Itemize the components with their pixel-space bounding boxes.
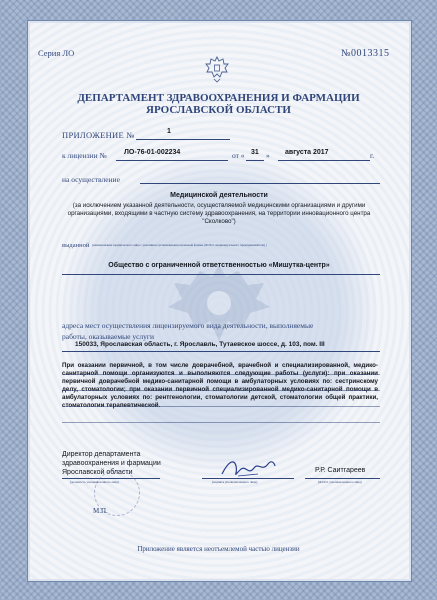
services-line-1 (62, 374, 380, 375)
signatory-name: Р.Р. Саитгареев (315, 467, 366, 474)
footer-note: Приложение является неотъемлемой частью лицензии (137, 545, 300, 553)
license-day: 31 (251, 149, 259, 156)
license-number-line (116, 160, 228, 161)
russian-coat-of-arms-icon (205, 55, 229, 83)
services-line-3 (62, 406, 380, 407)
license-month-year: августа 2017 (285, 149, 329, 156)
name-hint: (Ф.И.О. уполномоченного лица) (318, 480, 362, 484)
license-number: ЛО-76-01-002234 (124, 149, 181, 156)
activity-label: на осуществление (62, 175, 120, 184)
document-number: №0013315 (341, 48, 390, 59)
signature-line (202, 478, 294, 479)
services-line-2 (62, 390, 380, 391)
position-line-1: Директор департамента (62, 451, 141, 458)
license-month-line (278, 160, 370, 161)
address-label: адреса мест осуществления лицензируемого вида деятельности, выполняемые работы, оказываемые услуги (62, 321, 314, 341)
address-value: 150033, Ярославская область, г. Ярославль, Тутаевское шоссе, д. 103, пом. III (75, 341, 325, 348)
license-label: к лицензии № (62, 151, 107, 160)
series-label: Серия ЛО (38, 48, 75, 58)
activity-label-line (140, 183, 380, 184)
organization-name: Общество с ограниченной ответственностью «Мишутка-центр» (108, 262, 330, 269)
address-line (62, 351, 380, 352)
license-year-suffix: г. (370, 151, 375, 160)
position-hint: (должность уполномоченного лица) (70, 480, 119, 484)
stamp-label: М.П. (93, 507, 108, 515)
position-line-2: здравоохранения и фармации (62, 460, 161, 467)
appendix-label: ПРИЛОЖЕНИЕ № (62, 130, 135, 140)
position-line-3: Ярославской области (62, 469, 133, 476)
license-from-label: от « (232, 151, 245, 160)
activity-description: (за исключением указанной деятельности, осуществляемой медицинскими организациями и другими организациями, входящими в частную систему здравоохранения, на территории инновационного центра "Сколково") (67, 202, 371, 225)
issuer-title-line1: ДЕПАРТАМЕНТ ЗДРАВООХРАНЕНИЯ И ФАРМАЦИИ (77, 92, 360, 104)
appendix-number-line (136, 139, 230, 140)
issued-hint: (наименование юридического лица с указанием организационно-правовой формы (Ф.И.О. индивидуального предпринимателя) ) (92, 243, 267, 247)
services-text: При оказании первичной, в том числе доврачебной, врачебной и специализированной, медико-санитарной помощи организуются и выполняются следующие работы (услуги): при оказании первичной доврачебной медико-санитарной помощи в амбулаторных условиях по: сестринскому делу, стоматологии; при оказании первичной специализированной медико-санитарной помощи в амбулаторных условиях по: рентгенологии, стоматологии детской, стоматологии общей практики, стоматологии терапевтической. (62, 362, 378, 409)
signature-hint: (подпись уполномоченного лица) (212, 480, 258, 484)
appendix-number: 1 (167, 128, 171, 135)
name-line (305, 478, 380, 479)
license-day-line (246, 160, 264, 161)
services-line-4 (62, 422, 380, 423)
activity-title: Медицинской деятельности (170, 192, 268, 199)
issued-label: выданной (62, 242, 90, 249)
issuer-title-line2: ЯРОСЛАВСКОЙ ОБЛАСТИ (146, 104, 291, 116)
license-day-close: » (266, 151, 270, 160)
organization-line (62, 274, 380, 275)
